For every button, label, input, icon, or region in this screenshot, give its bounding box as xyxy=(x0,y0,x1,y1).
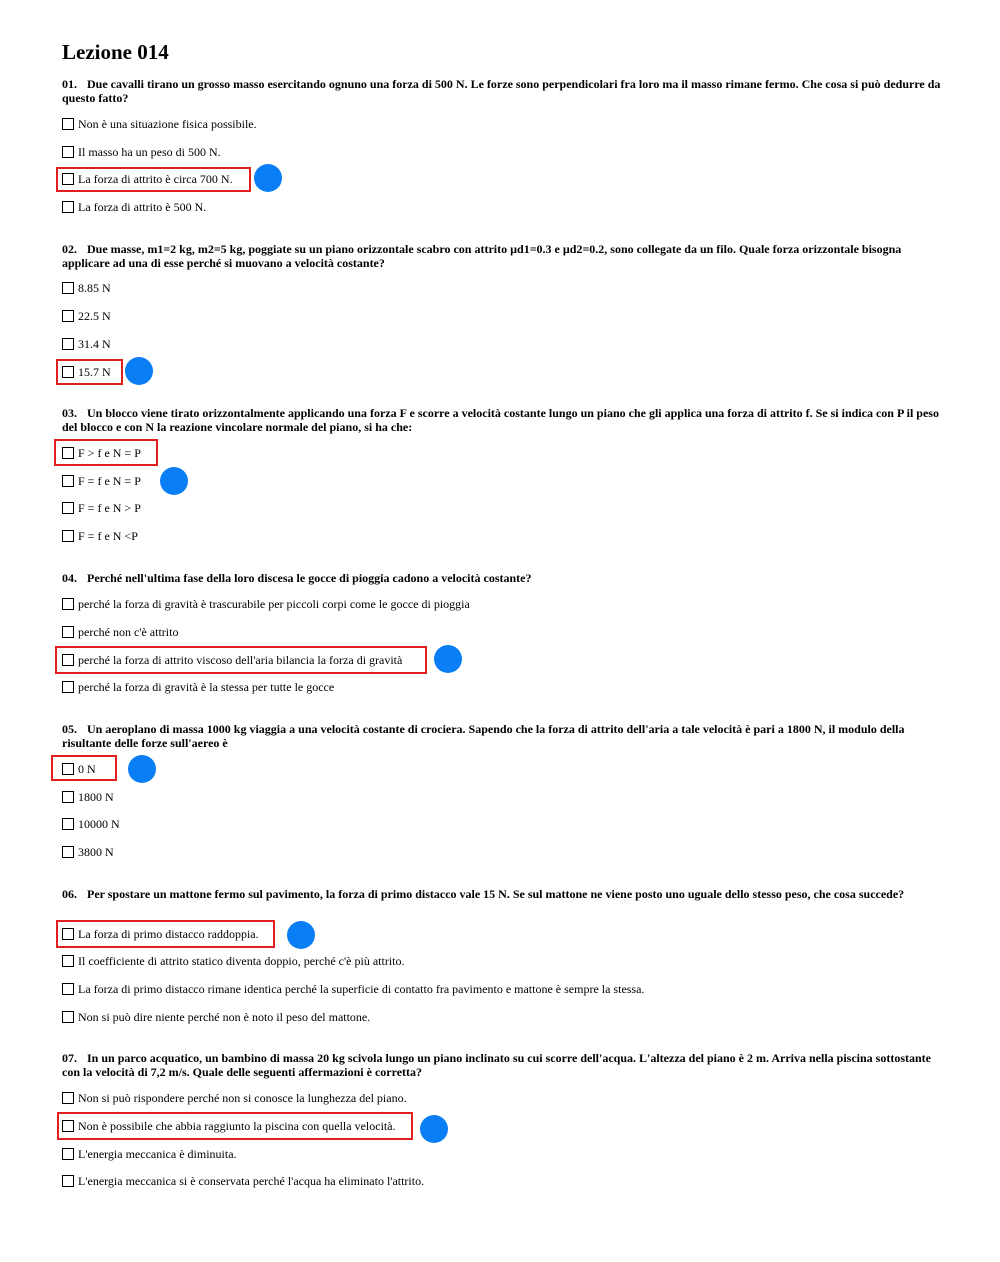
option-06-c[interactable] xyxy=(62,979,644,999)
answer-marker-dot xyxy=(287,921,315,949)
answer-marker-dot xyxy=(254,164,282,192)
option-01-a[interactable] xyxy=(62,114,257,134)
option-04-a[interactable] xyxy=(62,594,470,614)
question-04 xyxy=(62,571,942,585)
answer-marker-dot xyxy=(128,755,156,783)
question-number: 06. xyxy=(62,887,77,901)
answer-highlight-box xyxy=(56,167,251,192)
option-01-b[interactable] xyxy=(62,142,221,162)
option-label: F = f e N > P xyxy=(78,500,141,515)
option-label: Non si può rispondere perché non si conosce la lunghezza del piano. xyxy=(78,1090,407,1105)
question-body: Un aeroplano di massa 1000 kg viaggia a una velocità costante di crociera. Sapendo che la forza di attrito dell'aria a tale velocità è pari a 1800 N, il modulo della risultante delle forze sull'aereo è xyxy=(62,722,905,750)
checkbox[interactable] xyxy=(62,282,74,294)
question-text xyxy=(62,77,942,105)
question-06 xyxy=(62,887,942,901)
question-number: 07. xyxy=(62,1051,77,1065)
option-05-c[interactable] xyxy=(62,814,120,834)
question-text xyxy=(62,242,942,270)
question-body: Due cavalli tirano un grosso masso esercitando ognuno una forza di 500 N. Le forze sono perpendicolari fra loro ma il masso rimane fermo. Che cosa si può dedurre da questo fatto? xyxy=(62,77,941,105)
option-label: Non è una situazione fisica possibile. xyxy=(78,116,257,131)
option-05-b[interactable] xyxy=(62,787,114,807)
option-label: Il coefficiente di attrito statico diventa doppio, perché c'è più attrito. xyxy=(78,953,405,968)
checkbox[interactable] xyxy=(62,626,74,638)
checkbox[interactable] xyxy=(62,1175,74,1187)
option-label: La forza di attrito è 500 N. xyxy=(78,199,207,214)
option-02-c[interactable] xyxy=(62,334,111,354)
answer-highlight-box xyxy=(51,755,117,781)
option-label: perché non c'è attrito xyxy=(78,624,179,639)
question-body: Due masse, m1=2 kg, m2=5 kg, poggiate su un piano orizzontale scabro con attrito µd1=0.3 e µd2=0.2, sono collegate da un filo. Quale forza orizzontale bisogna applicare ad una di esse perché si muovano a velocità costante? xyxy=(62,242,902,270)
option-label: F = f e N = P xyxy=(78,473,141,488)
option-label: 0 N xyxy=(78,761,96,776)
option-label: La forza di primo distacco raddoppia. xyxy=(78,926,259,941)
checkbox[interactable] xyxy=(62,146,74,158)
option-02-a[interactable] xyxy=(62,278,111,298)
option-label: 31.4 N xyxy=(78,336,111,351)
question-05 xyxy=(62,722,942,750)
checkbox[interactable] xyxy=(62,983,74,995)
option-label: perché la forza di gravità è trascurabile per piccoli corpi come le gocce di pioggia xyxy=(78,596,470,611)
checkbox[interactable] xyxy=(62,955,74,967)
option-07-c[interactable] xyxy=(62,1144,237,1164)
checkbox[interactable] xyxy=(62,338,74,350)
checkbox[interactable] xyxy=(62,598,74,610)
checkbox[interactable] xyxy=(62,502,74,514)
option-07-a[interactable] xyxy=(62,1088,407,1108)
option-label: 1800 N xyxy=(78,789,114,804)
answer-highlight-box xyxy=(56,920,275,948)
option-05-d[interactable] xyxy=(62,842,114,862)
question-07 xyxy=(62,1051,942,1079)
checkbox[interactable] xyxy=(62,1011,74,1023)
option-label: F > f e N = P xyxy=(78,445,141,460)
option-label: perché la forza di gravità è la stessa per tutte le gocce xyxy=(78,679,335,694)
question-02 xyxy=(62,242,942,270)
option-label: La forza di primo distacco rimane identica perché la superficie di contatto fra pavimento e mattone è sempre la stessa. xyxy=(78,981,645,996)
option-label: perché la forza di attrito viscoso dell'aria bilancia la forza di gravità xyxy=(78,652,403,667)
checkbox[interactable] xyxy=(62,530,74,542)
question-body: Un blocco viene tirato orizzontalmente applicando una forza F e scorre a velocità costante lungo un piano che gli applica una forza di attrito f. Se si indica con P il peso del blocco e con N la reazione vincolare normale del piano, si ha che: xyxy=(62,406,939,434)
option-06-d[interactable] xyxy=(62,1007,370,1027)
checkbox[interactable] xyxy=(62,475,74,487)
checkbox[interactable] xyxy=(62,1148,74,1160)
answer-highlight-box xyxy=(55,646,427,674)
answer-marker-dot xyxy=(434,645,462,673)
question-text xyxy=(62,1051,942,1079)
option-07-d[interactable] xyxy=(62,1171,424,1191)
checkbox[interactable] xyxy=(62,310,74,322)
option-label: Il masso ha un peso di 500 N. xyxy=(78,144,221,159)
answer-highlight-box xyxy=(57,1112,413,1140)
option-03-b[interactable] xyxy=(62,471,141,491)
option-label: La forza di attrito è circa 700 N. xyxy=(78,171,233,186)
option-label: 15.7 N xyxy=(78,364,111,379)
answer-highlight-box xyxy=(56,359,123,385)
answer-marker-dot xyxy=(420,1115,448,1143)
question-text xyxy=(62,887,942,901)
checkbox[interactable] xyxy=(62,846,74,858)
option-02-b[interactable] xyxy=(62,306,111,326)
question-body: In un parco acquatico, un bambino di massa 20 kg scivola lungo un piano inclinato su cui scorre dell'acqua. L'altezza del piano è 2 m. Arriva nella piscina sottostante con la velocità di 7,2 m/s. Quale delle seguenti affermazioni è corretta? xyxy=(62,1051,931,1079)
option-03-d[interactable] xyxy=(62,526,138,546)
checkbox[interactable] xyxy=(62,681,74,693)
option-label: Non è possibile che abbia raggiunto la piscina con quella velocità. xyxy=(78,1118,396,1133)
answer-marker-dot xyxy=(160,467,188,495)
question-text xyxy=(62,722,942,750)
option-06-b[interactable] xyxy=(62,951,405,971)
answer-marker-dot xyxy=(125,357,153,385)
option-04-d[interactable] xyxy=(62,677,334,697)
question-number: 05. xyxy=(62,722,77,736)
option-01-d[interactable] xyxy=(62,197,206,217)
option-label: 10000 N xyxy=(78,816,120,831)
page-title: Lezione 014 xyxy=(62,40,169,64)
option-04-b[interactable] xyxy=(62,622,178,642)
question-01 xyxy=(62,77,942,105)
option-label: L'energia meccanica si è conservata perché l'acqua ha eliminato l'attrito. xyxy=(78,1173,425,1188)
checkbox[interactable] xyxy=(62,118,74,130)
checkbox[interactable] xyxy=(62,818,74,830)
option-label: Non si può dire niente perché non è noto il peso del mattone. xyxy=(78,1009,371,1024)
option-label: L'energia meccanica è diminuita. xyxy=(78,1146,237,1161)
option-label: 8.85 N xyxy=(78,280,111,295)
checkbox[interactable] xyxy=(62,1092,74,1104)
question-number: 02. xyxy=(62,242,77,256)
question-body: Perché nell'ultima fase della loro discesa le gocce di pioggia cadono a velocità costante? xyxy=(87,571,532,585)
question-number: 03. xyxy=(62,406,77,420)
question-text xyxy=(62,406,942,434)
option-label: 22.5 N xyxy=(78,308,111,323)
checkbox[interactable] xyxy=(62,791,74,803)
option-03-c[interactable] xyxy=(62,498,141,518)
option-label: F = f e N <P xyxy=(78,528,138,543)
checkbox[interactable] xyxy=(62,201,74,213)
question-body: Per spostare un mattone fermo sul pavimento, la forza di primo distacco vale 15 N. Se sul mattone ne viene posto uno uguale dello stesso peso, che cosa succede? xyxy=(87,887,905,901)
question-03 xyxy=(62,406,942,434)
answer-highlight-box xyxy=(54,439,158,466)
question-text xyxy=(62,571,942,585)
option-label: 3800 N xyxy=(78,844,114,859)
question-number: 01. xyxy=(62,77,77,91)
question-number: 04. xyxy=(62,571,77,585)
